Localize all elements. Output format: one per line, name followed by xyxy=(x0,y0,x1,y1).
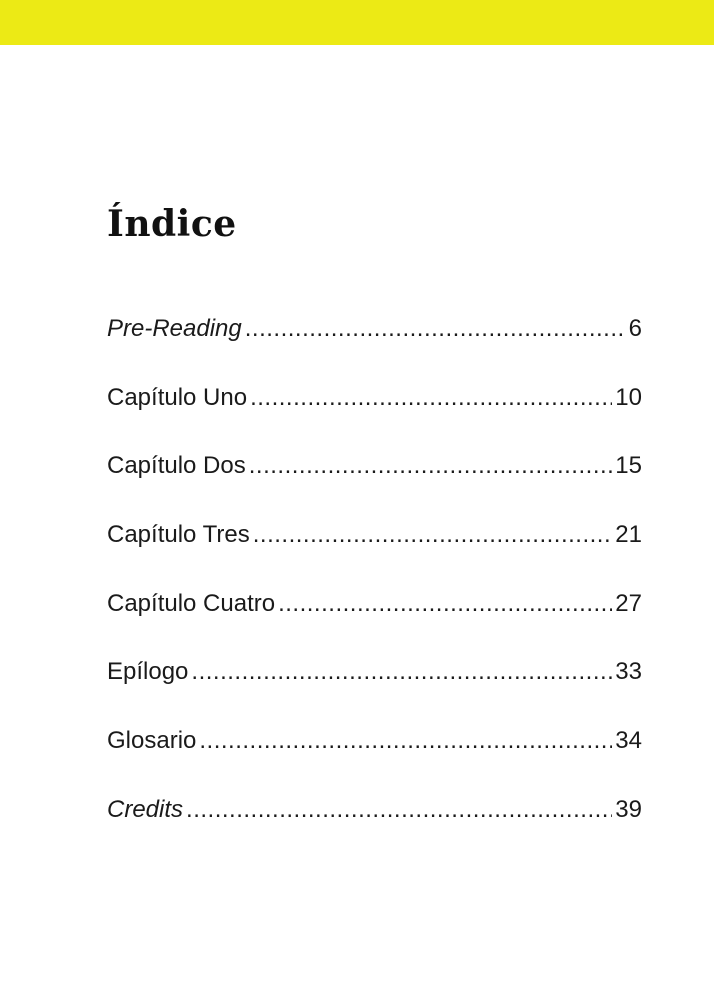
toc-entry-label: Credits xyxy=(107,795,184,823)
toc-entry-capitulo-tres[interactable] xyxy=(107,516,642,585)
dot-leader xyxy=(191,653,612,691)
dot-leader xyxy=(253,516,613,554)
accent-band xyxy=(0,0,714,45)
toc-entry-credits[interactable] xyxy=(107,791,642,860)
toc-entry-page: 33 xyxy=(615,658,642,686)
dot-leader xyxy=(245,310,626,348)
toc-entry-pre-reading[interactable] xyxy=(107,310,642,379)
toc-entry-epilogo[interactable] xyxy=(107,653,642,722)
toc-entry-page: 6 xyxy=(628,315,642,342)
toc-entry-glosario[interactable] xyxy=(107,722,642,791)
toc-entry-capitulo-cuatro[interactable] xyxy=(107,585,642,654)
toc-entry-label: Glosario xyxy=(107,727,197,755)
dot-leader xyxy=(278,585,612,623)
toc-entry-label: Epílogo xyxy=(107,658,189,686)
toc-entry-label: Capítulo Tres xyxy=(107,521,250,549)
toc-entry-page: 39 xyxy=(615,795,642,823)
toc-entry-page: 34 xyxy=(615,727,642,755)
toc-entry-page: 27 xyxy=(615,589,642,617)
toc-entry-capitulo-uno[interactable] xyxy=(107,379,642,448)
dot-leader xyxy=(186,791,612,829)
toc-entry-label: Pre-Reading xyxy=(107,315,242,342)
toc-entry-label: Capítulo Uno xyxy=(107,383,248,411)
toc-entry-capitulo-dos[interactable] xyxy=(107,447,642,516)
page-title: Índice xyxy=(107,203,237,245)
table-of-contents xyxy=(107,310,642,860)
toc-entry-page: 10 xyxy=(615,383,642,411)
toc-entry-label: Capítulo Cuatro xyxy=(107,589,276,617)
toc-entry-page: 15 xyxy=(615,452,642,480)
toc-entry-page: 21 xyxy=(615,521,642,549)
toc-entry-label: Capítulo Dos xyxy=(107,452,246,480)
dot-leader xyxy=(250,379,612,417)
dot-leader xyxy=(249,447,613,485)
dot-leader xyxy=(199,722,612,760)
